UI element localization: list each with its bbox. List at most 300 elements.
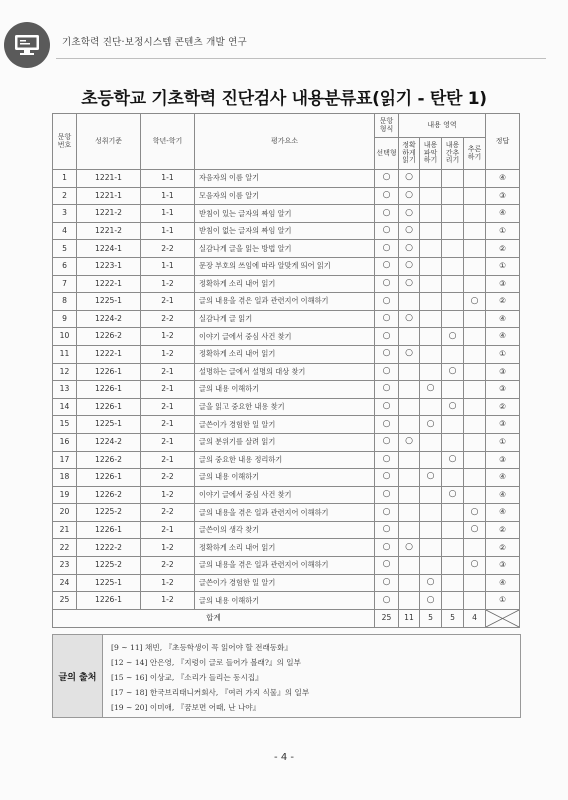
row-element: 문장 부호의 쓰임에 따라 알맞게 띄어 읽기 <box>195 257 375 275</box>
row-accurate-reading: ○ <box>399 240 420 258</box>
total-label: 합계 <box>53 609 375 627</box>
row-number: 16 <box>53 433 77 451</box>
table-row <box>53 574 520 592</box>
row-summarizing <box>442 557 464 575</box>
row-grade: 2-1 <box>141 416 195 434</box>
row-grade: 2-2 <box>141 469 195 487</box>
row-accurate-reading <box>399 557 420 575</box>
row-answer: ① <box>486 433 520 451</box>
row-answer: ② <box>486 293 520 311</box>
row-answer: ② <box>486 240 520 258</box>
row-comprehension: ○ <box>420 574 442 592</box>
row-number: 3 <box>53 205 77 223</box>
row-standard: 1224-2 <box>77 310 141 328</box>
row-comprehension <box>420 539 442 557</box>
row-grade: 2-1 <box>141 363 195 381</box>
total-row <box>53 609 520 627</box>
row-standard: 1225-1 <box>77 574 141 592</box>
row-summarizing: ○ <box>442 486 464 504</box>
row-answer: ③ <box>486 381 520 399</box>
row-number: 12 <box>53 363 77 381</box>
row-number: 2 <box>53 187 77 205</box>
total-accurate-reading: 11 <box>399 609 420 627</box>
total-answer-crossed <box>486 609 520 627</box>
row-grade: 2-2 <box>141 504 195 522</box>
row-select: ○ <box>375 275 399 293</box>
table-body <box>53 170 520 610</box>
row-select: ○ <box>375 240 399 258</box>
row-accurate-reading <box>399 574 420 592</box>
row-number: 17 <box>53 451 77 469</box>
row-accurate-reading: ○ <box>399 539 420 557</box>
row-grade: 2-2 <box>141 310 195 328</box>
row-accurate-reading <box>399 592 420 610</box>
col-header-inference: 추론 하기 <box>464 138 486 170</box>
table-row <box>53 504 520 522</box>
row-select: ○ <box>375 257 399 275</box>
col-header-select: 선택형 <box>375 138 399 170</box>
row-comprehension <box>420 486 442 504</box>
row-summarizing <box>442 310 464 328</box>
row-grade: 1-1 <box>141 205 195 223</box>
row-comprehension <box>420 433 442 451</box>
col-header-answer: 정답 <box>486 114 520 170</box>
total-summarizing: 5 <box>442 609 464 627</box>
row-accurate-reading: ○ <box>399 205 420 223</box>
row-comprehension <box>420 257 442 275</box>
col-header-type: 문항 형식 <box>375 114 399 138</box>
col-header-number: 문항 번호 <box>53 114 77 170</box>
row-answer: ③ <box>486 416 520 434</box>
row-select: ○ <box>375 363 399 381</box>
row-select: ○ <box>375 469 399 487</box>
table-row <box>53 257 520 275</box>
row-standard: 1224-2 <box>77 433 141 451</box>
row-comprehension: ○ <box>420 469 442 487</box>
row-standard: 1224-1 <box>77 240 141 258</box>
row-inference <box>464 469 486 487</box>
row-accurate-reading: ○ <box>399 345 420 363</box>
row-comprehension <box>420 345 442 363</box>
row-accurate-reading: ○ <box>399 187 420 205</box>
row-summarizing <box>442 205 464 223</box>
row-number: 21 <box>53 521 77 539</box>
row-number: 6 <box>53 257 77 275</box>
row-answer: ④ <box>486 574 520 592</box>
row-number: 11 <box>53 345 77 363</box>
source-item: [17 ~ 18] 한국브리태니커회사, 『여러 가지 식물』의 일부 <box>111 688 310 697</box>
row-element: 설명하는 글에서 설명의 대상 찾기 <box>195 363 375 381</box>
row-accurate-reading <box>399 486 420 504</box>
row-standard: 1225-1 <box>77 293 141 311</box>
row-element: 모음자의 이름 알기 <box>195 187 375 205</box>
table-row <box>53 398 520 416</box>
row-comprehension <box>420 504 442 522</box>
row-comprehension <box>420 293 442 311</box>
row-inference <box>464 574 486 592</box>
row-inference <box>464 486 486 504</box>
row-answer: ② <box>486 398 520 416</box>
row-accurate-reading <box>399 398 420 416</box>
row-number: 13 <box>53 381 77 399</box>
row-grade: 2-1 <box>141 293 195 311</box>
table-row <box>53 592 520 610</box>
row-number: 22 <box>53 539 77 557</box>
total-comprehension: 5 <box>420 609 442 627</box>
row-summarizing <box>442 433 464 451</box>
row-standard: 1221-2 <box>77 205 141 223</box>
row-grade: 2-1 <box>141 398 195 416</box>
row-select: ○ <box>375 222 399 240</box>
row-element: 글을 읽고 중요한 내용 찾기 <box>195 398 375 416</box>
row-standard: 1226-1 <box>77 381 141 399</box>
row-inference <box>464 257 486 275</box>
row-accurate-reading <box>399 469 420 487</box>
row-grade: 1-1 <box>141 222 195 240</box>
table-row <box>53 557 520 575</box>
table-row <box>53 187 520 205</box>
row-inference <box>464 345 486 363</box>
row-standard: 1221-2 <box>77 222 141 240</box>
row-standard: 1225-2 <box>77 504 141 522</box>
row-accurate-reading <box>399 363 420 381</box>
row-element: 정확하게 소리 내어 읽기 <box>195 345 375 363</box>
row-grade: 1-1 <box>141 257 195 275</box>
row-summarizing <box>442 275 464 293</box>
row-inference <box>464 433 486 451</box>
col-header-element: 평가요소 <box>195 114 375 170</box>
row-inference <box>464 398 486 416</box>
row-inference: ○ <box>464 293 486 311</box>
row-element: 이야기 글에서 중심 사건 찾기 <box>195 486 375 504</box>
row-select: ○ <box>375 187 399 205</box>
row-select: ○ <box>375 574 399 592</box>
row-comprehension <box>420 275 442 293</box>
row-grade: 1-2 <box>141 275 195 293</box>
table-row <box>53 416 520 434</box>
row-element: 글의 중요한 내용 정리하기 <box>195 451 375 469</box>
row-grade: 2-2 <box>141 240 195 258</box>
table-row <box>53 539 520 557</box>
row-element: 글의 내용을 겪은 일과 관련지어 이해하기 <box>195 557 375 575</box>
row-answer: ④ <box>486 328 520 346</box>
row-summarizing <box>442 293 464 311</box>
running-header <box>0 22 568 58</box>
source-item: [15 ~ 16] 이상교, 『소리가 들리는 동시집』 <box>111 673 263 682</box>
row-select: ○ <box>375 345 399 363</box>
row-answer: ④ <box>486 310 520 328</box>
row-select: ○ <box>375 557 399 575</box>
row-select: ○ <box>375 451 399 469</box>
row-comprehension <box>420 310 442 328</box>
row-number: 7 <box>53 275 77 293</box>
document-title: 초등학교 기초학력 진단검사 내용분류표(읽기 - 탄탄 1) <box>81 89 487 109</box>
row-select: ○ <box>375 170 399 188</box>
row-summarizing: ○ <box>442 363 464 381</box>
row-summarizing <box>442 592 464 610</box>
row-accurate-reading <box>399 381 420 399</box>
row-accurate-reading: ○ <box>399 433 420 451</box>
row-number: 20 <box>53 504 77 522</box>
row-answer: ③ <box>486 187 520 205</box>
row-summarizing <box>442 539 464 557</box>
source-item: [19 ~ 20] 이미애, 『꿈보면 어때, 난 나야』 <box>111 703 261 712</box>
row-element: 글쓴이의 생각 찾기 <box>195 521 375 539</box>
row-answer: ① <box>486 345 520 363</box>
col-header-domain: 내용 영역 <box>399 114 486 138</box>
row-summarizing <box>442 240 464 258</box>
row-standard: 1222-1 <box>77 345 141 363</box>
row-grade: 1-2 <box>141 592 195 610</box>
row-standard: 1226-1 <box>77 592 141 610</box>
table-row <box>53 345 520 363</box>
row-summarizing: ○ <box>442 451 464 469</box>
table-row <box>53 363 520 381</box>
row-select: ○ <box>375 398 399 416</box>
row-standard: 1226-1 <box>77 469 141 487</box>
row-answer: ③ <box>486 363 520 381</box>
row-answer: ① <box>486 257 520 275</box>
row-element: 정확하게 소리 내어 읽기 <box>195 539 375 557</box>
row-comprehension <box>420 363 442 381</box>
row-answer: ② <box>486 521 520 539</box>
row-grade: 1-2 <box>141 486 195 504</box>
row-accurate-reading: ○ <box>399 257 420 275</box>
row-summarizing <box>442 504 464 522</box>
row-grade: 2-2 <box>141 557 195 575</box>
header-divider <box>56 58 546 59</box>
row-answer: ③ <box>486 275 520 293</box>
table-row <box>53 222 520 240</box>
sources-list <box>111 640 309 715</box>
row-answer: ④ <box>486 504 520 522</box>
row-accurate-reading <box>399 328 420 346</box>
row-element: 정확하게 소리 내어 읽기 <box>195 275 375 293</box>
total-inference: 4 <box>464 609 486 627</box>
row-element: 받침이 있는 글자의 짜임 알기 <box>195 205 375 223</box>
row-accurate-reading <box>399 416 420 434</box>
row-standard: 1225-1 <box>77 416 141 434</box>
row-element: 글의 내용 이해하기 <box>195 469 375 487</box>
row-summarizing: ○ <box>442 328 464 346</box>
row-select: ○ <box>375 521 399 539</box>
row-standard: 1222-2 <box>77 539 141 557</box>
row-inference <box>464 381 486 399</box>
row-grade: 1-2 <box>141 574 195 592</box>
row-grade: 1-1 <box>141 187 195 205</box>
row-number: 18 <box>53 469 77 487</box>
table-row <box>53 275 520 293</box>
sources-box <box>52 634 521 718</box>
row-standard: 1222-1 <box>77 275 141 293</box>
row-element: 글쓴이가 경험한 일 알기 <box>195 416 375 434</box>
row-element: 이야기 글에서 중심 사건 찾기 <box>195 328 375 346</box>
row-standard: 1226-1 <box>77 398 141 416</box>
row-answer: ④ <box>486 469 520 487</box>
row-standard: 1221-1 <box>77 187 141 205</box>
col-header-grade: 학년-학기 <box>141 114 195 170</box>
table-row <box>53 205 520 223</box>
row-accurate-reading: ○ <box>399 310 420 328</box>
row-summarizing <box>442 170 464 188</box>
row-grade: 2-1 <box>141 451 195 469</box>
row-inference <box>464 222 486 240</box>
row-inference <box>464 205 486 223</box>
col-header-comprehension: 내용 파악 하기 <box>420 138 442 170</box>
row-inference: ○ <box>464 557 486 575</box>
row-standard: 1225-2 <box>77 557 141 575</box>
row-grade: 1-1 <box>141 170 195 188</box>
row-select: ○ <box>375 205 399 223</box>
row-comprehension: ○ <box>420 381 442 399</box>
row-inference <box>464 187 486 205</box>
row-inference: ○ <box>464 521 486 539</box>
row-comprehension <box>420 398 442 416</box>
row-element: 받침이 없는 글자의 짜임 알기 <box>195 222 375 240</box>
row-summarizing <box>442 187 464 205</box>
row-summarizing <box>442 469 464 487</box>
row-select: ○ <box>375 504 399 522</box>
row-summarizing <box>442 416 464 434</box>
monitor-icon <box>4 22 50 68</box>
row-comprehension <box>420 170 442 188</box>
row-number: 9 <box>53 310 77 328</box>
row-select: ○ <box>375 416 399 434</box>
row-element: 실감나게 글 읽기 <box>195 310 375 328</box>
col-header-accurate-reading: 정확 하게 읽기 <box>399 138 420 170</box>
table-row <box>53 328 520 346</box>
row-inference <box>464 240 486 258</box>
row-inference <box>464 310 486 328</box>
table-row <box>53 170 520 188</box>
row-number: 15 <box>53 416 77 434</box>
row-accurate-reading: ○ <box>399 222 420 240</box>
row-element: 글쓴이가 경험한 일 알기 <box>195 574 375 592</box>
row-select: ○ <box>375 293 399 311</box>
row-comprehension: ○ <box>420 416 442 434</box>
row-accurate-reading <box>399 451 420 469</box>
table-row <box>53 521 520 539</box>
row-inference <box>464 539 486 557</box>
row-standard: 1226-1 <box>77 521 141 539</box>
row-accurate-reading <box>399 521 420 539</box>
table-row <box>53 433 520 451</box>
row-summarizing <box>442 381 464 399</box>
table-row <box>53 469 520 487</box>
row-grade: 2-1 <box>141 433 195 451</box>
col-header-summarizing: 내용 간추 리기 <box>442 138 464 170</box>
row-answer: ① <box>486 592 520 610</box>
source-item: [9 ~ 11] 채빈, 『초등학생이 꼭 읽어야 할 전래동화』 <box>111 643 293 652</box>
header-title: 기초학력 진단·보정시스템 콘텐츠 개발 연구 <box>62 37 247 48</box>
row-comprehension <box>420 451 442 469</box>
row-summarizing: ○ <box>442 398 464 416</box>
row-summarizing <box>442 222 464 240</box>
row-select: ○ <box>375 592 399 610</box>
row-number: 1 <box>53 170 77 188</box>
row-element: 글의 내용 이해하기 <box>195 381 375 399</box>
source-item: [12 ~ 14] 안은영, 『지렁이 글로 들어가 볼래?』의 일부 <box>111 658 301 667</box>
row-accurate-reading <box>399 293 420 311</box>
row-number: 25 <box>53 592 77 610</box>
row-select: ○ <box>375 539 399 557</box>
row-inference <box>464 592 486 610</box>
content-classification-table <box>52 113 520 628</box>
row-select: ○ <box>375 328 399 346</box>
page-number: - 4 - <box>274 752 294 763</box>
row-grade: 2-1 <box>141 381 195 399</box>
row-number: 24 <box>53 574 77 592</box>
table-row <box>53 381 520 399</box>
row-answer: ④ <box>486 170 520 188</box>
col-header-standard: 성취기준 <box>77 114 141 170</box>
row-element: 글의 내용을 겪은 일과 관련지어 이해하기 <box>195 293 375 311</box>
row-element: 글의 내용 이해하기 <box>195 592 375 610</box>
table-row <box>53 451 520 469</box>
row-number: 8 <box>53 293 77 311</box>
row-element: 자음자의 이름 알기 <box>195 170 375 188</box>
row-standard: 1221-1 <box>77 170 141 188</box>
row-inference <box>464 170 486 188</box>
row-comprehension <box>420 557 442 575</box>
row-answer: ③ <box>486 451 520 469</box>
row-grade: 1-2 <box>141 539 195 557</box>
table-row <box>53 310 520 328</box>
row-number: 4 <box>53 222 77 240</box>
row-select: ○ <box>375 310 399 328</box>
row-grade: 2-1 <box>141 521 195 539</box>
row-number: 10 <box>53 328 77 346</box>
row-comprehension <box>420 205 442 223</box>
row-inference: ○ <box>464 504 486 522</box>
row-inference <box>464 451 486 469</box>
row-standard: 1226-2 <box>77 486 141 504</box>
sources-label: 글의 출처 <box>53 635 103 717</box>
row-element: 실감나게 글을 읽는 방법 알기 <box>195 240 375 258</box>
row-accurate-reading <box>399 504 420 522</box>
row-answer: ④ <box>486 205 520 223</box>
row-grade: 1-2 <box>141 328 195 346</box>
row-comprehension <box>420 240 442 258</box>
row-comprehension: ○ <box>420 592 442 610</box>
row-comprehension <box>420 187 442 205</box>
row-inference <box>464 328 486 346</box>
row-standard: 1226-2 <box>77 328 141 346</box>
row-number: 23 <box>53 557 77 575</box>
row-number: 5 <box>53 240 77 258</box>
row-select: ○ <box>375 381 399 399</box>
row-inference <box>464 363 486 381</box>
table-row <box>53 240 520 258</box>
row-comprehension <box>420 328 442 346</box>
row-standard: 1226-1 <box>77 363 141 381</box>
row-number: 19 <box>53 486 77 504</box>
row-comprehension <box>420 521 442 539</box>
row-summarizing <box>442 521 464 539</box>
row-standard: 1226-2 <box>77 451 141 469</box>
row-select: ○ <box>375 486 399 504</box>
row-comprehension <box>420 222 442 240</box>
row-element: 글의 분위기를 살려 읽기 <box>195 433 375 451</box>
row-answer: ② <box>486 539 520 557</box>
row-number: 14 <box>53 398 77 416</box>
row-summarizing <box>442 345 464 363</box>
row-inference <box>464 275 486 293</box>
table-row <box>53 293 520 311</box>
row-summarizing <box>442 574 464 592</box>
row-accurate-reading: ○ <box>399 275 420 293</box>
row-select: ○ <box>375 433 399 451</box>
